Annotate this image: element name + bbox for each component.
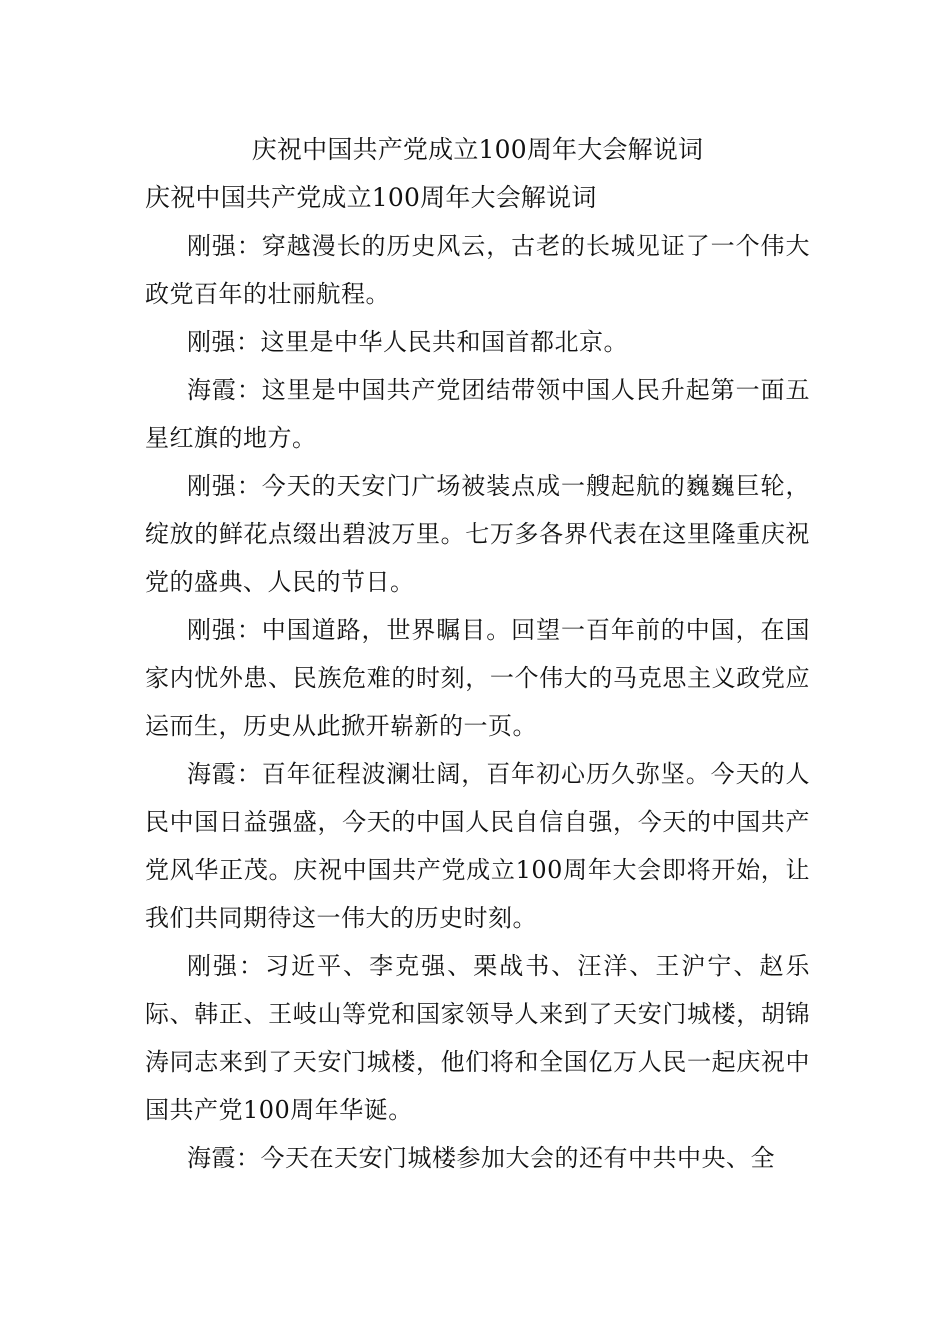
document-title: 庆祝中国共产党成立100周年大会解说词 [251, 135, 704, 164]
document-subtitle: 庆祝中国共产党成立100周年大会解说词 [145, 183, 597, 212]
paragraph: 刚强：今天的天安门广场被装点成一艘起航的巍巍巨轮，绽放的鲜花点缀出碧波万里。七万多各界代表在这里隆重庆祝党的盛典、人民的节日。 [145, 472, 810, 596]
paragraph: 刚强：穿越漫长的历史风云，古老的长城见证了一个伟大政党百年的壮丽航程。 [145, 232, 810, 308]
paragraph: 刚强：这里是中华人民共和国首都北京。 [187, 328, 628, 356]
document-body [145, 130, 810, 1182]
paragraph: 海霞：这里是中国共产党团结带领中国人民升起第一面五星红旗的地方。 [145, 376, 810, 452]
paragraph: 刚强：中国道路，世界瞩目。回望一百年前的中国，在国家内忧外患、民族危难的时刻，一个伟大的马克思主义政党应运而生，历史从此掀开崭新的一页。 [145, 616, 810, 740]
paragraph: 海霞：今天在天安门城楼参加大会的还有中共中央、全 [187, 1144, 775, 1172]
paragraph: 刚强：习近平、李克强、栗战书、汪洋、王沪宁、赵乐际、韩正、王岐山等党和国家领导人来到了天安门城楼，胡锦涛同志来到了天安门城楼，他们将和全国亿万人民一起庆祝中国共产党100周年华诞。 [145, 952, 810, 1124]
paragraph: 海霞：百年征程波澜壮阔，百年初心历久弥坚。今天的人民中国日益强盛，今天的中国人民自信自强，今天的中国共产党风华正茂。庆祝中国共产党成立100周年大会即将开始，让我们共同期待这一伟大的历史时刻。 [145, 760, 810, 932]
